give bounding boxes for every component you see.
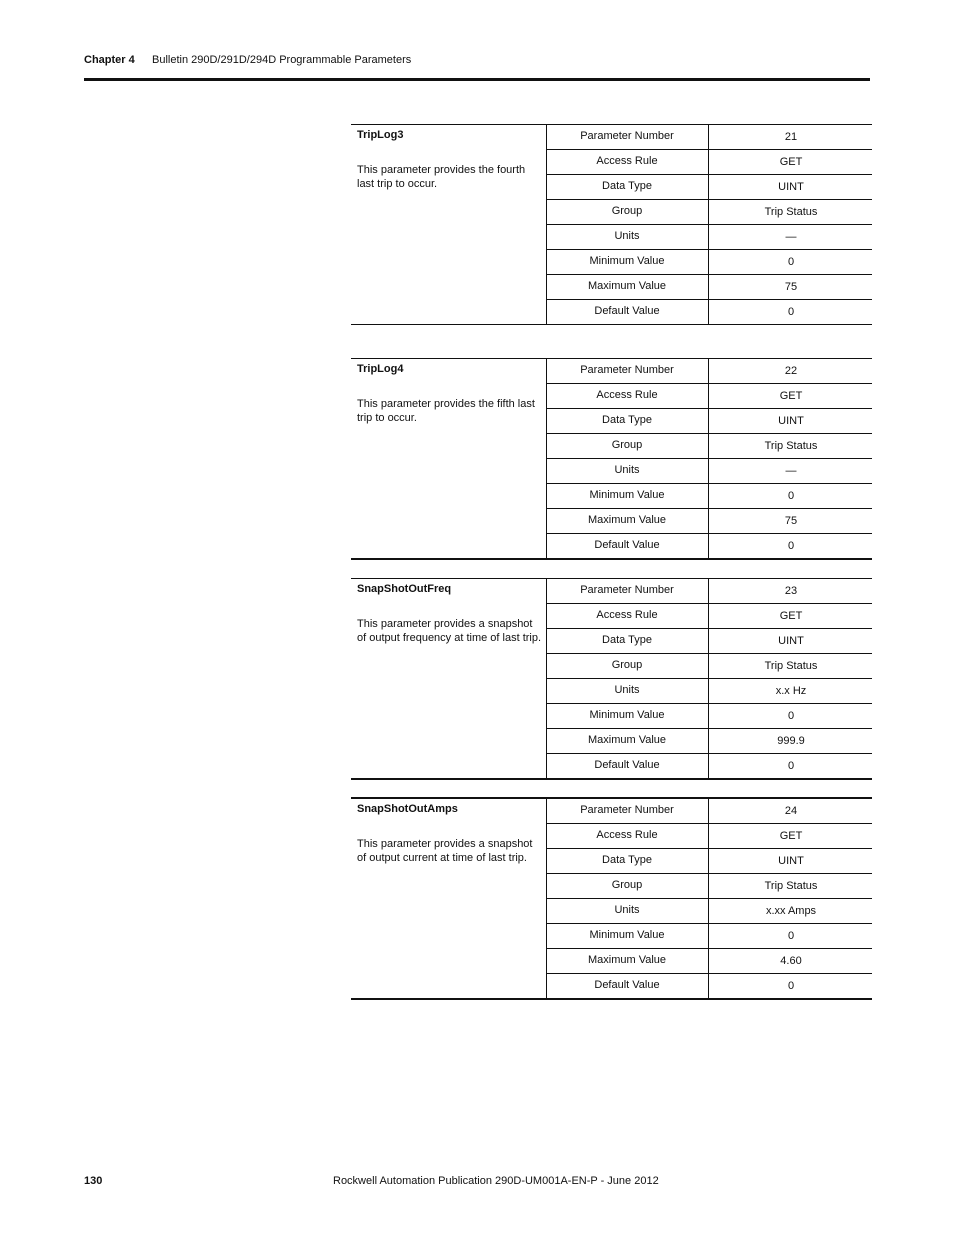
chapter-label: Chapter 4 [84,54,135,66]
row-value: — [708,459,873,483]
row-units [546,459,872,484]
row-value: GET [708,604,873,628]
row-label: Access Rule [596,389,658,401]
parameter-description: This parameter provides a snapshot of output current at time of last trip. [357,838,533,864]
row-label: Parameter Number [580,804,674,816]
row-value: 0 [708,754,873,778]
row-value: 4.60 [708,949,873,973]
row-group [546,654,872,679]
row-parameter-number [546,125,872,150]
parameter-table-triplog4 [351,358,872,560]
row-label: Group [611,659,643,671]
row-value: 75 [708,509,873,533]
row-label: Default Value [594,979,660,991]
row-parameter-number [546,579,872,604]
publication-footer: Rockwell Automation Publication 290D-UM001A-EN-P - June 2012 [333,1175,659,1187]
row-value: Trip Status [708,434,873,458]
row-access-rule [546,150,872,175]
parameter-name: SnapShotOutFreq [357,583,452,595]
row-value: 0 [708,704,873,728]
row-minimum-value [546,704,872,729]
row-data-type [546,175,872,200]
row-value: 0 [708,484,873,508]
row-label: Data Type [602,414,652,426]
row-value: 0 [708,924,873,948]
row-label: Data Type [602,854,652,866]
row-minimum-value [546,250,872,275]
row-maximum-value [546,275,872,300]
row-label: Default Value [594,539,660,551]
row-label: Minimum Value [589,709,665,721]
row-data-type [546,409,872,434]
row-access-rule [546,384,872,409]
row-value: 0 [708,250,873,274]
parameter-name: TripLog3 [357,129,404,141]
row-label: Parameter Number [580,584,674,596]
row-value: UINT [708,409,873,433]
row-label: Minimum Value [589,489,665,501]
row-label: Group [611,439,643,451]
row-value: GET [708,384,873,408]
row-maximum-value [546,729,872,754]
row-label: Access Rule [596,155,658,167]
row-value: Trip Status [708,200,873,224]
row-value: Trip Status [708,654,873,678]
row-label: Access Rule [596,609,658,621]
row-value: 24 [708,799,873,823]
row-value: 22 [708,359,873,383]
parameter-description: This parameter provides the fourth last trip to occur. [357,164,526,190]
row-label: Units [614,230,640,242]
row-units [546,225,872,250]
parameter-description: This parameter provides a snapshot of output frequency at time of last trip. [357,618,542,644]
row-value: 75 [708,275,873,299]
parameter-table-triplog3 [351,124,872,325]
row-value: — [708,225,873,249]
row-value: 0 [708,974,873,998]
row-label: Parameter Number [580,130,674,142]
row-default-value [546,534,872,558]
row-access-rule [546,824,872,849]
row-value: GET [708,150,873,174]
row-parameter-number [546,799,872,824]
row-value: 21 [708,125,873,149]
row-parameter-number [546,359,872,384]
row-value: UINT [708,849,873,873]
row-label: Maximum Value [587,514,667,526]
page-header [84,52,870,81]
row-group [546,200,872,225]
row-label: Maximum Value [587,954,667,966]
row-label: Data Type [602,634,652,646]
row-maximum-value [546,949,872,974]
row-default-value [546,300,872,324]
row-value: GET [708,824,873,848]
row-data-type [546,629,872,654]
row-data-type [546,849,872,874]
row-access-rule [546,604,872,629]
row-value: 0 [708,534,873,558]
row-value: Trip Status [708,874,873,898]
row-label: Maximum Value [587,280,667,292]
row-label: Minimum Value [589,255,665,267]
row-label: Maximum Value [587,734,667,746]
row-minimum-value [546,484,872,509]
row-value: UINT [708,175,873,199]
row-units [546,899,872,924]
row-value: 23 [708,579,873,603]
row-label: Access Rule [596,829,658,841]
row-label: Minimum Value [589,929,665,941]
parameter-table-snapshotoutamps [351,797,872,1000]
parameter-name: TripLog4 [357,363,404,375]
row-label: Default Value [594,305,660,317]
row-label: Data Type [602,180,652,192]
header-title: Bulletin 290D/291D/294D Programmable Parameters [152,54,412,66]
row-value: UINT [708,629,873,653]
row-label: Units [614,684,640,696]
row-label: Default Value [594,759,660,771]
row-label: Units [614,464,640,476]
parameter-table-snapshotoutfreq [351,578,872,780]
row-group [546,434,872,459]
page-number: 130 [84,1175,103,1187]
parameter-name: SnapShotOutAmps [357,803,458,815]
row-label: Units [614,904,640,916]
row-value: x.x Hz [708,679,873,703]
row-value: 0 [708,300,873,324]
row-group [546,874,872,899]
parameter-description: This parameter provides the fifth last trip to occur. [357,398,535,424]
row-units [546,679,872,704]
row-minimum-value [546,924,872,949]
row-maximum-value [546,509,872,534]
row-default-value [546,754,872,778]
row-label: Group [611,879,643,891]
row-default-value [546,974,872,998]
row-label: Group [611,205,643,217]
row-value: 999.9 [708,729,873,753]
row-label: Parameter Number [580,364,674,376]
row-value: x.xx Amps [708,899,873,923]
